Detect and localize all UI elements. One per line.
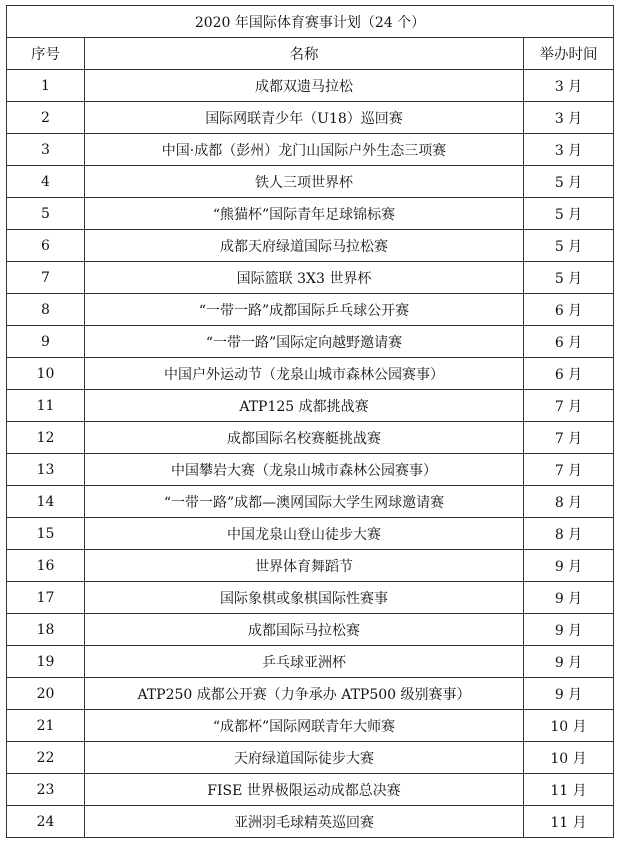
cell-event-name: “一带一路”成都—澳网国际大学生网球邀请赛 xyxy=(85,486,524,518)
cell-date: 6 月 xyxy=(524,294,614,326)
cell-index: 12 xyxy=(7,422,85,454)
cell-event-name: 中国攀岩大赛（龙泉山城市森林公园赛事） xyxy=(85,454,524,486)
cell-event-name: 成都双遗马拉松 xyxy=(85,70,524,102)
cell-index: 3 xyxy=(7,134,85,166)
cell-event-name: 国际篮联 3X3 世界杯 xyxy=(85,262,524,294)
table-row xyxy=(7,70,614,102)
document-sheet xyxy=(6,5,613,838)
cell-index: 19 xyxy=(7,646,85,678)
cell-event-name: “一带一路”国际定向越野邀请赛 xyxy=(85,326,524,358)
table-row xyxy=(7,678,614,710)
cell-event-name: 国际网联青少年（U18）巡回赛 xyxy=(85,102,524,134)
cell-event-name: ATP250 成都公开赛（力争承办 ATP500 级别赛事） xyxy=(85,678,524,710)
table-row xyxy=(7,710,614,742)
cell-date: 11 月 xyxy=(524,806,614,838)
table-row xyxy=(7,390,614,422)
cell-index: 6 xyxy=(7,230,85,262)
cell-index: 16 xyxy=(7,550,85,582)
cell-index: 22 xyxy=(7,742,85,774)
table-row xyxy=(7,582,614,614)
table-row xyxy=(7,358,614,390)
cell-event-name: 成都国际名校赛艇挑战赛 xyxy=(85,422,524,454)
cell-event-name: 中国·成都（彭州）龙门山国际户外生态三项赛 xyxy=(85,134,524,166)
cell-event-name: 亚洲羽毛球精英巡回赛 xyxy=(85,806,524,838)
cell-index: 18 xyxy=(7,614,85,646)
cell-index: 9 xyxy=(7,326,85,358)
cell-index: 8 xyxy=(7,294,85,326)
table-row xyxy=(7,230,614,262)
events-table xyxy=(6,5,614,838)
cell-date: 9 月 xyxy=(524,614,614,646)
cell-event-name: 成都天府绿道国际马拉松赛 xyxy=(85,230,524,262)
table-row xyxy=(7,134,614,166)
table-row xyxy=(7,806,614,838)
cell-event-name: 成都国际马拉松赛 xyxy=(85,614,524,646)
table-row xyxy=(7,646,614,678)
table-row xyxy=(7,294,614,326)
cell-date: 9 月 xyxy=(524,550,614,582)
cell-date: 11 月 xyxy=(524,774,614,806)
cell-date: 6 月 xyxy=(524,358,614,390)
cell-index: 17 xyxy=(7,582,85,614)
table-row xyxy=(7,326,614,358)
cell-index: 23 xyxy=(7,774,85,806)
header-index: 序号 xyxy=(7,38,85,70)
cell-event-name: 中国户外运动节（龙泉山城市森林公园赛事） xyxy=(85,358,524,390)
header-name: 名称 xyxy=(85,38,524,70)
cell-index: 10 xyxy=(7,358,85,390)
table-row xyxy=(7,550,614,582)
cell-event-name: 铁人三项世界杯 xyxy=(85,166,524,198)
table-row xyxy=(7,198,614,230)
cell-event-name: “成都杯”国际网联青年大师赛 xyxy=(85,710,524,742)
cell-date: 7 月 xyxy=(524,422,614,454)
cell-date: 6 月 xyxy=(524,326,614,358)
cell-index: 13 xyxy=(7,454,85,486)
table-row xyxy=(7,454,614,486)
header-row xyxy=(7,38,614,70)
cell-event-name: FISE 世界极限运动成都总决赛 xyxy=(85,774,524,806)
table-row xyxy=(7,518,614,550)
table-row xyxy=(7,614,614,646)
title-row xyxy=(7,6,614,38)
cell-event-name: ATP125 成都挑战赛 xyxy=(85,390,524,422)
cell-index: 2 xyxy=(7,102,85,134)
cell-date: 5 月 xyxy=(524,230,614,262)
header-date: 举办时间 xyxy=(524,38,614,70)
cell-date: 7 月 xyxy=(524,390,614,422)
cell-date: 5 月 xyxy=(524,262,614,294)
cell-date: 5 月 xyxy=(524,198,614,230)
cell-index: 21 xyxy=(7,710,85,742)
cell-event-name: 乒乓球亚洲杯 xyxy=(85,646,524,678)
cell-event-name: 中国龙泉山登山徒步大赛 xyxy=(85,518,524,550)
table-row xyxy=(7,422,614,454)
table-row xyxy=(7,486,614,518)
table-title: 2020 年国际体育赛事计划（24 个） xyxy=(7,6,614,38)
cell-event-name: 国际象棋或象棋国际性赛事 xyxy=(85,582,524,614)
cell-date: 9 月 xyxy=(524,646,614,678)
cell-date: 8 月 xyxy=(524,518,614,550)
table-row xyxy=(7,742,614,774)
cell-index: 20 xyxy=(7,678,85,710)
cell-date: 3 月 xyxy=(524,134,614,166)
cell-index: 24 xyxy=(7,806,85,838)
cell-date: 5 月 xyxy=(524,166,614,198)
cell-date: 10 月 xyxy=(524,742,614,774)
cell-index: 14 xyxy=(7,486,85,518)
cell-date: 10 月 xyxy=(524,710,614,742)
cell-event-name: 世界体育舞蹈节 xyxy=(85,550,524,582)
cell-index: 4 xyxy=(7,166,85,198)
table-row xyxy=(7,166,614,198)
cell-index: 1 xyxy=(7,70,85,102)
cell-index: 11 xyxy=(7,390,85,422)
cell-index: 5 xyxy=(7,198,85,230)
cell-date: 9 月 xyxy=(524,678,614,710)
cell-event-name: “一带一路”成都国际乒乓球公开赛 xyxy=(85,294,524,326)
cell-date: 3 月 xyxy=(524,102,614,134)
table-row xyxy=(7,262,614,294)
cell-index: 15 xyxy=(7,518,85,550)
cell-index: 7 xyxy=(7,262,85,294)
cell-date: 7 月 xyxy=(524,454,614,486)
table-row xyxy=(7,102,614,134)
cell-date: 8 月 xyxy=(524,486,614,518)
cell-event-name: 天府绿道国际徒步大赛 xyxy=(85,742,524,774)
cell-date: 3 月 xyxy=(524,70,614,102)
cell-event-name: “熊猫杯”国际青年足球锦标赛 xyxy=(85,198,524,230)
table-row xyxy=(7,774,614,806)
cell-date: 9 月 xyxy=(524,582,614,614)
